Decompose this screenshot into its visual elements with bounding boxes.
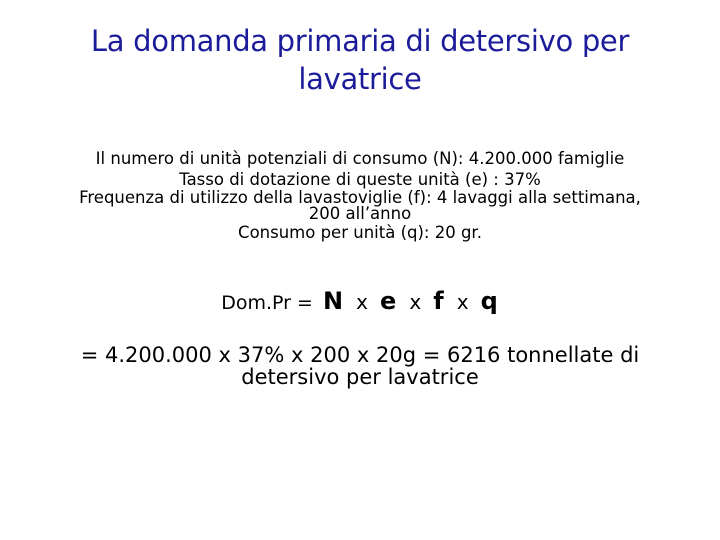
fact-potential-units: Il numero di unità potenziali di consumo (N): 4.200.000 famiglie — [95, 149, 625, 168]
fact-usage-frequency-annual: 200 all’anno — [308, 204, 412, 223]
formula-term-n: N — [322, 287, 345, 315]
fact-consumption-per-unit: Consumo per unità (q): 20 gr. — [238, 223, 482, 242]
formula-result — [20, 344, 700, 388]
formula-lead: Dom.Pr = — [221, 292, 313, 314]
formula-term-e: e — [379, 287, 398, 315]
formula-result-line-2: detersivo per lavatrice — [241, 365, 479, 389]
slide-title-line-2: lavatrice — [298, 62, 422, 96]
facts-list — [10, 148, 710, 243]
formula-operator: x — [456, 290, 469, 314]
formula — [0, 286, 720, 318]
slide-title-line-1: La domanda primaria di detersivo per — [90, 24, 630, 58]
formula-result-line-1: = 4.200.000 x 37% x 200 x 20g = 6216 tonnellate di — [80, 343, 640, 367]
formula-operator: x — [409, 290, 422, 314]
fact-ownership-rate: Tasso di dotazione di queste unità (e) : 37% — [179, 170, 541, 189]
formula-term-q: q — [480, 287, 499, 315]
fact-usage-frequency: Frequenza di utilizzo della lavastoviglie (f): 4 lavaggi alla settimana, — [79, 188, 641, 207]
slide-title — [20, 22, 700, 98]
formula-operator: x — [356, 290, 368, 314]
formula-term-f: f — [433, 287, 445, 315]
